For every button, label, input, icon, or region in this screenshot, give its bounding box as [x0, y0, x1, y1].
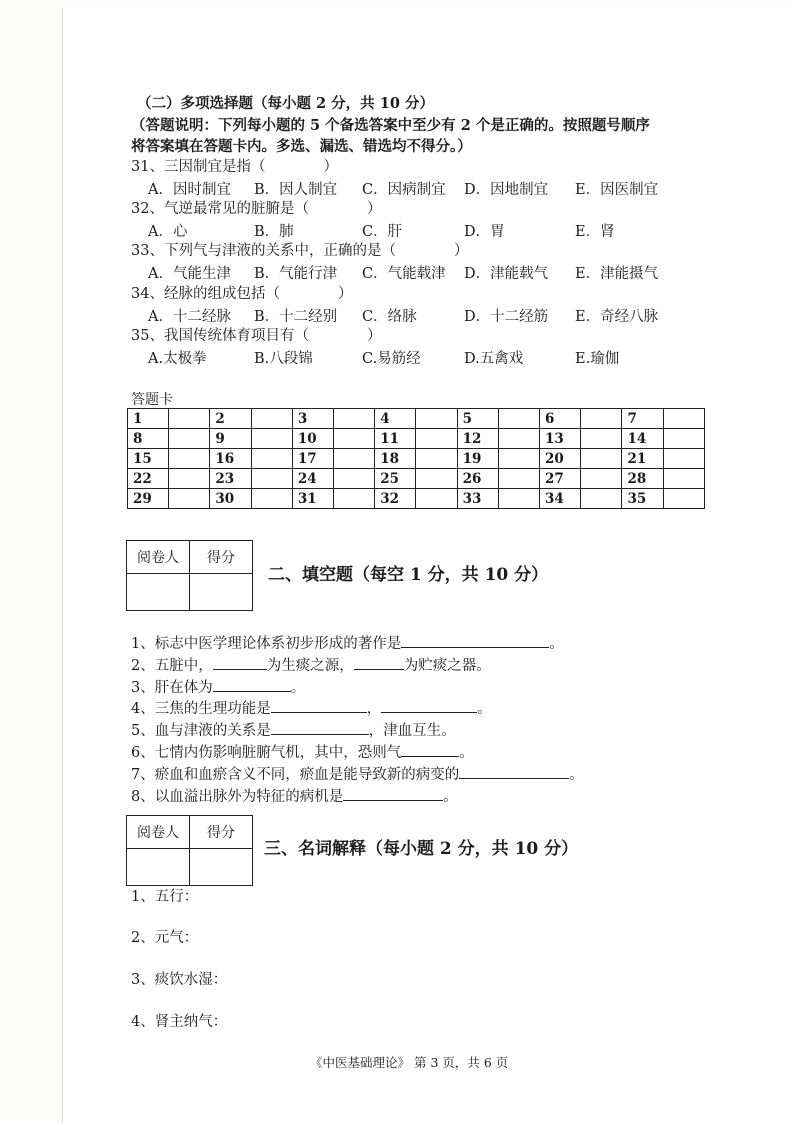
fill-question-4: 4、三焦的生理功能是 ， 。: [131, 698, 492, 719]
score-label: 得分: [190, 541, 253, 574]
fill-blank[interactable]: [354, 655, 404, 670]
answer-cell[interactable]: [498, 449, 539, 469]
fill-question-8: 8、以血溢出脉外为特征的病机是 。: [131, 786, 458, 807]
q34-option-e: E．奇经八脉: [575, 309, 659, 325]
answer-cell[interactable]: [416, 469, 457, 489]
answer-cell[interactable]: [581, 409, 622, 429]
question-number: 29: [128, 489, 169, 509]
reviewer-label: 阅卷人: [127, 816, 190, 849]
answer-cell[interactable]: [663, 469, 704, 489]
answer-cell[interactable]: [663, 429, 704, 449]
answer-cell[interactable]: [663, 489, 704, 509]
answer-card-row: [128, 449, 705, 469]
mc-header: （二）多项选择题（每小题 2 分，共 10 分）: [137, 95, 434, 112]
q33-option-a: A．气能生津: [148, 266, 231, 282]
answer-cell[interactable]: [663, 409, 704, 429]
question-number: 12: [457, 429, 498, 449]
answer-cell[interactable]: [498, 409, 539, 429]
answer-cell[interactable]: [169, 409, 210, 429]
answer-cell[interactable]: [663, 449, 704, 469]
fill-blank[interactable]: [401, 633, 549, 648]
q32-option-a: A．心: [148, 224, 188, 240]
answer-card-row: [128, 469, 705, 489]
fill-blank[interactable]: [271, 720, 369, 735]
fill-question-5: 5、血与津液的关系是 ，津血互生。: [131, 720, 456, 741]
question-number: 23: [210, 469, 251, 489]
question-number: 32: [375, 489, 416, 509]
q31-option-e: E．因医制宜: [575, 182, 659, 198]
answer-cell[interactable]: [416, 489, 457, 509]
question-number: 9: [210, 429, 251, 449]
term-item-2: 2、元气：: [131, 930, 199, 946]
q34-option-c: C．络脉: [362, 309, 417, 325]
answer-card-row: [128, 489, 705, 509]
question-number: 14: [622, 429, 663, 449]
answer-cell[interactable]: [251, 469, 292, 489]
reviewer-cell[interactable]: [127, 574, 190, 611]
answer-cell[interactable]: [334, 429, 375, 449]
answer-cell[interactable]: [498, 489, 539, 509]
question-number: 18: [375, 449, 416, 469]
question-number: 22: [128, 469, 169, 489]
question-number: 31: [292, 489, 333, 509]
answer-cell[interactable]: [498, 469, 539, 489]
question-number: 19: [457, 449, 498, 469]
fill-question-1: 1、标志中医学理论体系初步形成的著作是 。: [131, 633, 564, 654]
fill-blank[interactable]: [271, 698, 367, 713]
reviewer-cell[interactable]: [127, 849, 190, 886]
score-cell[interactable]: [190, 574, 253, 611]
question-number: 7: [622, 409, 663, 429]
question-number: 16: [210, 449, 251, 469]
answer-cell[interactable]: [416, 449, 457, 469]
q31-option-b: B．因人制宜: [254, 182, 338, 198]
answer-cell[interactable]: [581, 469, 622, 489]
question-number: 11: [375, 429, 416, 449]
question-number: 6: [540, 409, 581, 429]
answer-cell[interactable]: [334, 409, 375, 429]
question-35-stem: 35、我国传统体育项目有（ ）: [131, 328, 382, 344]
fill-blank[interactable]: [213, 655, 267, 670]
question-number: 2: [210, 409, 251, 429]
answer-cell[interactable]: [251, 449, 292, 469]
q33-option-d: D．津能载气: [464, 266, 549, 282]
answer-card-row: [128, 409, 705, 429]
question-number: 3: [292, 409, 333, 429]
grader-box-terms: [126, 815, 253, 886]
answer-cell[interactable]: [169, 449, 210, 469]
answer-cell[interactable]: [581, 449, 622, 469]
q33-option-c: C．气能载津: [362, 266, 446, 282]
question-number: 4: [375, 409, 416, 429]
answer-cell[interactable]: [334, 449, 375, 469]
answer-cell[interactable]: [251, 409, 292, 429]
q34-option-a: A．十二经脉: [148, 309, 231, 325]
reviewer-label: 阅卷人: [127, 541, 190, 574]
q35-option-e: E.瑜伽: [575, 351, 620, 367]
q34-option-d: D．十二经筋: [464, 309, 549, 325]
fill-blank[interactable]: [381, 698, 477, 713]
fill-question-6: 6、七情内伤影响脏腑气机，其中，恐则气 。: [131, 742, 474, 763]
question-number: 34: [540, 489, 581, 509]
q31-option-c: C．因病制宜: [362, 182, 446, 198]
q35-option-b: B.八段锦: [254, 351, 313, 367]
question-number: 35: [622, 489, 663, 509]
fill-question-2: 2、五脏中， 为生痰之源， 为贮痰之器。: [131, 655, 491, 676]
score-label: 得分: [190, 816, 253, 849]
question-number: 30: [210, 489, 251, 509]
question-number: 28: [622, 469, 663, 489]
answer-cell[interactable]: [334, 489, 375, 509]
fill-section-title: 二、填空题（每空 1 分，共 10 分）: [268, 565, 549, 585]
fill-blank[interactable]: [343, 786, 443, 801]
question-number: 27: [540, 469, 581, 489]
term-item-4: 4、肾主纳气：: [131, 1014, 228, 1030]
answer-cell[interactable]: [251, 429, 292, 449]
fill-blank[interactable]: [459, 764, 569, 779]
answer-card-label: 答题卡: [131, 392, 173, 408]
question-32-stem: 32、气逆最常见的脏腑是（ ）: [131, 201, 382, 217]
question-number: 25: [375, 469, 416, 489]
mc-instruction-line2: 将答案填在答题卡内。多选、漏选、错选均不得分。）: [131, 138, 472, 155]
q31-option-a: A．因时制宜: [148, 182, 231, 198]
question-number: 5: [457, 409, 498, 429]
q32-option-d: D．胃: [464, 224, 505, 240]
q35-option-a: A.太极拳: [148, 351, 207, 367]
q35-option-d: D.五禽戏: [464, 351, 524, 367]
term-item-3: 3、痰饮水湿：: [131, 972, 228, 988]
answer-cell[interactable]: [251, 489, 292, 509]
question-number: 8: [128, 429, 169, 449]
question-34-stem: 34、经脉的组成包括（ ）: [131, 286, 353, 302]
answer-cell[interactable]: [416, 409, 457, 429]
q34-option-b: B．十二经别: [254, 309, 338, 325]
answer-cell[interactable]: [169, 429, 210, 449]
question-number: 1: [128, 409, 169, 429]
q33-option-b: B．气能行津: [254, 266, 338, 282]
question-number: 17: [292, 449, 333, 469]
grader-box-fill: [126, 540, 253, 611]
question-31-stem: 31、三因制宜是指（ ）: [131, 159, 338, 175]
answer-cell[interactable]: [169, 489, 210, 509]
fill-blank[interactable]: [401, 742, 459, 757]
question-number: 10: [292, 429, 333, 449]
answer-card-row: [128, 429, 705, 449]
answer-cell[interactable]: [581, 429, 622, 449]
q31-option-d: D．因地制宜: [464, 182, 549, 198]
page-footer: 《中医基础理论》 第 3 页，共 6 页: [310, 1055, 509, 1070]
q32-option-c: C．肝: [362, 224, 403, 240]
question-number: 24: [292, 469, 333, 489]
question-number: 20: [540, 449, 581, 469]
answer-cell[interactable]: [581, 489, 622, 509]
answer-cell[interactable]: [334, 469, 375, 489]
answer-card-table: [127, 408, 705, 509]
question-number: 33: [457, 489, 498, 509]
question-number: 21: [622, 449, 663, 469]
q35-option-c: C.易筋经: [362, 351, 421, 367]
term-item-1: 1、五行：: [131, 889, 199, 905]
score-cell[interactable]: [190, 849, 253, 886]
question-number: 26: [457, 469, 498, 489]
q32-option-b: B．肺: [254, 224, 294, 240]
fill-blank[interactable]: [213, 677, 291, 692]
answer-cell[interactable]: [498, 429, 539, 449]
q32-option-e: E．肾: [575, 224, 615, 240]
question-number: 13: [540, 429, 581, 449]
mc-instruction-line1: （答题说明：下列每小题的 5 个备选答案中至少有 2 个是正确的。按照题号顺序: [131, 117, 650, 134]
q33-option-e: E．津能摄气: [575, 266, 659, 282]
fill-question-7: 7、瘀血和血瘀含义不同，瘀血是能导致新的病变的 。: [131, 764, 584, 785]
question-33-stem: 33、下列气与津液的关系中，正确的是（ ）: [131, 243, 469, 259]
fill-question-3: 3、肝在体为 。: [131, 677, 305, 698]
question-number: 15: [128, 449, 169, 469]
terms-section-title: 三、名词解释（每小题 2 分，共 10 分）: [264, 839, 579, 859]
answer-cell[interactable]: [416, 429, 457, 449]
answer-cell[interactable]: [169, 469, 210, 489]
